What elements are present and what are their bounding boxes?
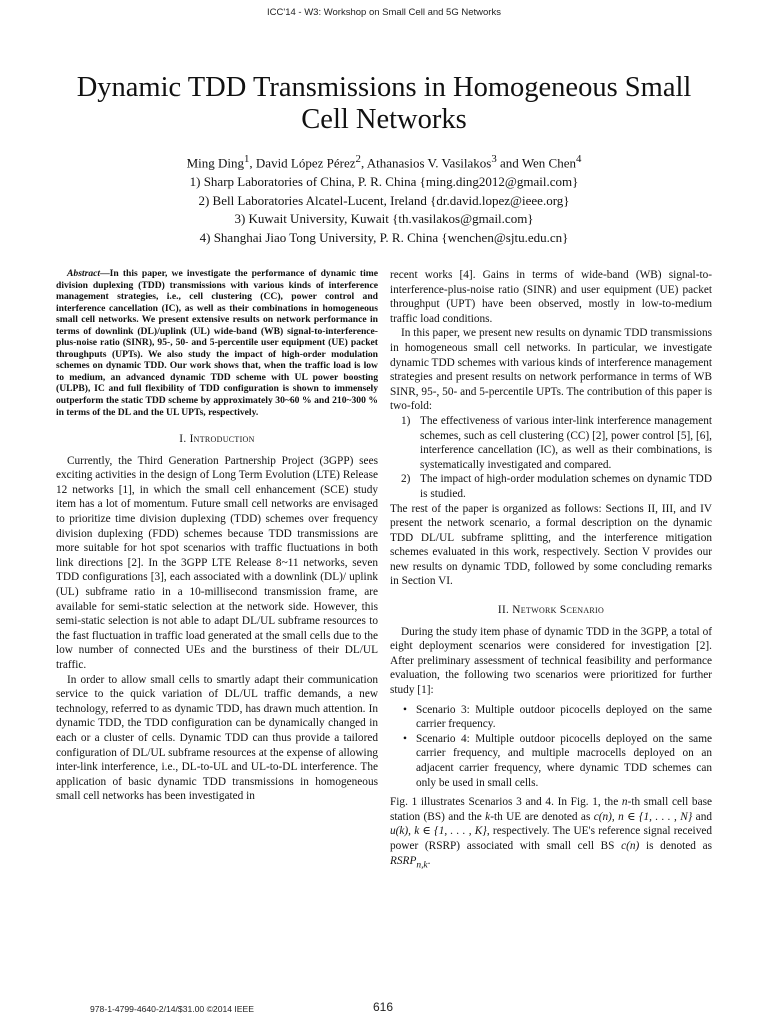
item-number: 2) <box>401 473 411 486</box>
scenario-text: Scenario 4: Multiple outdoor picocells deployed on the same carrier frequency, and multiple macrocells deployed on an adjacent carrier frequency, where dynamic TDD schemes can only be used in small cells. <box>416 732 712 789</box>
intro-paragraph-2: In order to allow small cells to smartly adapt their communication service to the quick variation of DL/UL traffic demands, a new technology, referred to as dynamic TDD, has drawn much attention. In dynamic TDD, the TDD configuration can be dynamically changed in each or a cluster of cells. Dynamic TDD can thus provide a tailored configuration of DL/UL subframe resources at the expense of allowing inter-link interference, i.e., DL-to-UL and UL-to-DL interference. The application of basic dynamic TDD transmissions in homogeneous small cell networks has been investigated in <box>56 673 378 803</box>
right-paragraph-3: The rest of the paper is organized as follows: Sections II, III, and IV present the network scenario, a formal description on the dynamic TDD DL/UL subframe splitting, and the interference mitigation schemes evaluated in this work, respectively. Section V provides our new results on dynamic TDD, followed by some concluding remarks in Section VI. <box>390 502 712 588</box>
text-run: and <box>692 810 712 823</box>
running-head: ICC'14 - W3: Workshop on Small Cell and 5G Networks <box>267 7 501 18</box>
abstract-label: Abstract <box>67 268 101 279</box>
math-k: k <box>485 810 491 823</box>
math-bs-set: c(n), n ∈ {1, . . . , N} <box>593 810 693 823</box>
affiliation-2: 2) Bell Laboratories Alcatel-Lucent, Ireland {dr.david.lopez@ieee.org} <box>198 192 570 208</box>
text-run: -th small cell base station (BS) and the <box>390 796 713 823</box>
abstract <box>56 268 378 418</box>
section-heading-introduction: I. Introduction <box>179 433 255 446</box>
scenario-item <box>390 732 712 790</box>
contribution-list <box>390 414 712 502</box>
page-number: 616 <box>373 1000 394 1014</box>
text-run: Fig. 1 illustrates Scenarios 3 and 4. In Fig. 1, the <box>390 796 622 809</box>
right-paragraph-1: recent works [4]. Gains in terms of wide-band (WB) signal-to-interference-plus-noise ratio (SINR) and user equipment (UE) packet throughput (UPT) have been observed, mostly in low-to-medium traffic load conditions. <box>390 269 712 325</box>
separator: , <box>360 155 367 171</box>
paper-title: Dynamic TDD Transmissions in Homogeneous Small Cell Networks <box>76 72 692 135</box>
left-column <box>56 268 378 804</box>
abstract-text: —In this paper, we investigate the performance of dynamic time division duplexing (TDD) transmissions with various kinds of interference management strategies, i.e., cell clustering (CC), power control and interference cancellation (IC), as well as their combinations in homogeneous small cell networks. We present extensive results on network performance in terms of downlink (DL)/uplink (UL) wide-band (WB) signal-to-interference-plus-noise ratio (SINR), 95-, 50- and 5-percentile user equipment (UE) packet throughputs (UPTs). We also study the impact of high-order modulation schemes on dynamic TDD. Our work shows that, when the traffic load is low to medium, an advanced dynamic TDD scheme with UL power boosting (ULPB), IC and full flexibility of TDD configuration is shown to immensely outperform the static TDD scheme by approximately 30~60 % and 210~300 % in terms of the DL and the UL UPTs, respectively. <box>56 268 378 418</box>
author-1: Ming Ding <box>186 155 244 171</box>
affiliation-4: 4) Shanghai Jiao Tong University, P. R. China {wenchen@sjtu.edu.cn} <box>199 230 569 246</box>
item-number: 1) <box>401 414 411 427</box>
author-3-mark: 3 <box>491 153 497 165</box>
right-column <box>390 268 712 872</box>
author-2: David López Pérez <box>255 155 356 171</box>
bullet-icon: • <box>403 703 407 716</box>
author-names <box>60 150 708 173</box>
copyright-footer: 978-1-4799-4640-2/14/$31.00 ©2014 IEEE <box>90 1004 255 1014</box>
separator: and <box>496 155 522 171</box>
text-run: . <box>427 854 431 867</box>
section-heading-network-scenario: II. Network Scenario <box>497 604 605 617</box>
affiliation-1: 1) Sharp Laboratories of China, P. R. China {ming.ding2012@gmail.com} <box>189 174 579 190</box>
author-block <box>60 150 708 248</box>
item-text: The impact of high-order modulation schemes on dynamic TDD is studied. <box>420 473 712 500</box>
author-4: Wen Chen <box>521 155 577 171</box>
right-paragraph-2: In this paper, we present new results on dynamic TDD transmissions in homogeneous small cell networks. In particular, we investigate dynamic TDD schemes with various kinds of interference management strategies and present results on network performance in terms of WB SINR, 95-, 50- and 5-percentile UPTs. The contribution of this paper is two-fold: <box>390 327 712 413</box>
scenario-text: Scenario 3: Multiple outdoor picocells deployed on the same carrier frequency. <box>416 703 712 731</box>
math-cn: c(n) <box>621 839 640 852</box>
separator: , <box>249 155 256 171</box>
text-run: is denoted as <box>639 839 712 852</box>
math-rsrp-subscript: n,k <box>416 859 428 870</box>
affiliation-3: 3) Kuwait University, Kuwait {th.vasilakos@gmail.com} <box>234 211 534 227</box>
text-run: , respectively. The UE's reference signal received power (RSRP) associated with small cell BS <box>390 825 713 852</box>
figure-reference-paragraph <box>390 795 712 872</box>
author-4-mark: 4 <box>576 153 582 165</box>
scenario-list <box>390 703 712 791</box>
math-rsrp: RSRP <box>390 854 417 867</box>
math-ue-set: u(k), k ∈ {1, . . . , K} <box>390 825 487 838</box>
contribution-item <box>390 414 712 472</box>
author-3: Athanasios V. Vasilakos <box>366 155 492 171</box>
item-text: The effectiveness of various inter-link interference management schemes, such as cell clustering (CC) [2], power control [5], [6], interference cancellation (IC), as well as their combinations, is systematically investigated and compared. <box>420 414 712 471</box>
author-2-mark: 2 <box>355 153 361 165</box>
bullet-icon: • <box>403 732 407 745</box>
author-1-mark: 1 <box>243 153 250 165</box>
contribution-item <box>390 472 712 501</box>
scenario-item <box>390 703 712 732</box>
math-n: n <box>621 796 628 809</box>
text-run: -th UE are denoted as <box>490 810 594 823</box>
intro-paragraph-1: Currently, the Third Generation Partnership Project (3GPP) sees exciting activities in the design of Long Term Evolution (LTE) Release 12 networks [1], in which the small cell enhancement (SCE) study item has a lot of momentum. Future small cell networks are envisaged to prioritize time division duplexing (TDD) schemes over frequency division duplexing (FDD) schemes because TDD transmissions are more suitable for hot spot scenarios with traffic fluctuations in both link directions [2]. In the 3GPP LTE Release 8~11 networks, seven TDD configurations [3], each associated with a downlink (DL)/ uplink (UL) subframe ratio in a 10-millisecond transmission frame, are available for semi-static selection at the network side. However, this semi-static selection is not able to adapt DL/UL subframe resources to the fast fluctuation in traffic load generated at the small cells due to the low number of connected UEs and the burstiness of their DL/UL traffic. <box>56 454 378 672</box>
scenario-paragraph: During the study item phase of dynamic TDD in the 3GPP, a total of eight deployment scenarios were considered for investigation [2]. After preliminary assessment of technical feasibility and performance evaluation, the following two scenarios were prioritized for further study [1]: <box>390 625 712 697</box>
